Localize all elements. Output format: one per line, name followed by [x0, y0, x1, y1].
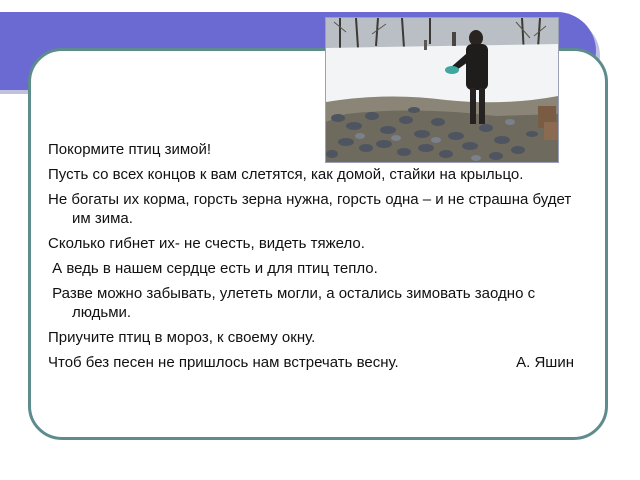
poem-line-4: Сколько гибнет их- не счесть, видеть тяжело. — [48, 235, 365, 252]
poem-line-3: Не богаты их корма, горсть зерна нужна, горсть одна – и не страшна будет им зима. — [48, 191, 572, 227]
poem-line-7: Приучите птиц в мороз, к своему окну. — [48, 329, 316, 346]
poem-line-8 — [48, 353, 588, 372]
poem-line-1: Покормите птиц зимой! — [48, 141, 212, 158]
author-signature: А. Яшин — [516, 354, 574, 371]
poem-line-8-text: Чтоб без песен не пришлось нам встречать весну. — [48, 354, 399, 371]
poem-line-6 — [48, 284, 588, 322]
poem-line-5: А ведь в нашем сердце есть и для птиц тепло. — [48, 260, 378, 277]
poem-line-6-text: Разве можно забывать, улететь могли, а остались зимовать заодно с людьми. — [48, 285, 540, 321]
poem-text — [48, 140, 588, 378]
poem-line-2: Пусть со всех концов к вам слетятся, как домой, стайки на крыльцо. — [48, 166, 524, 183]
